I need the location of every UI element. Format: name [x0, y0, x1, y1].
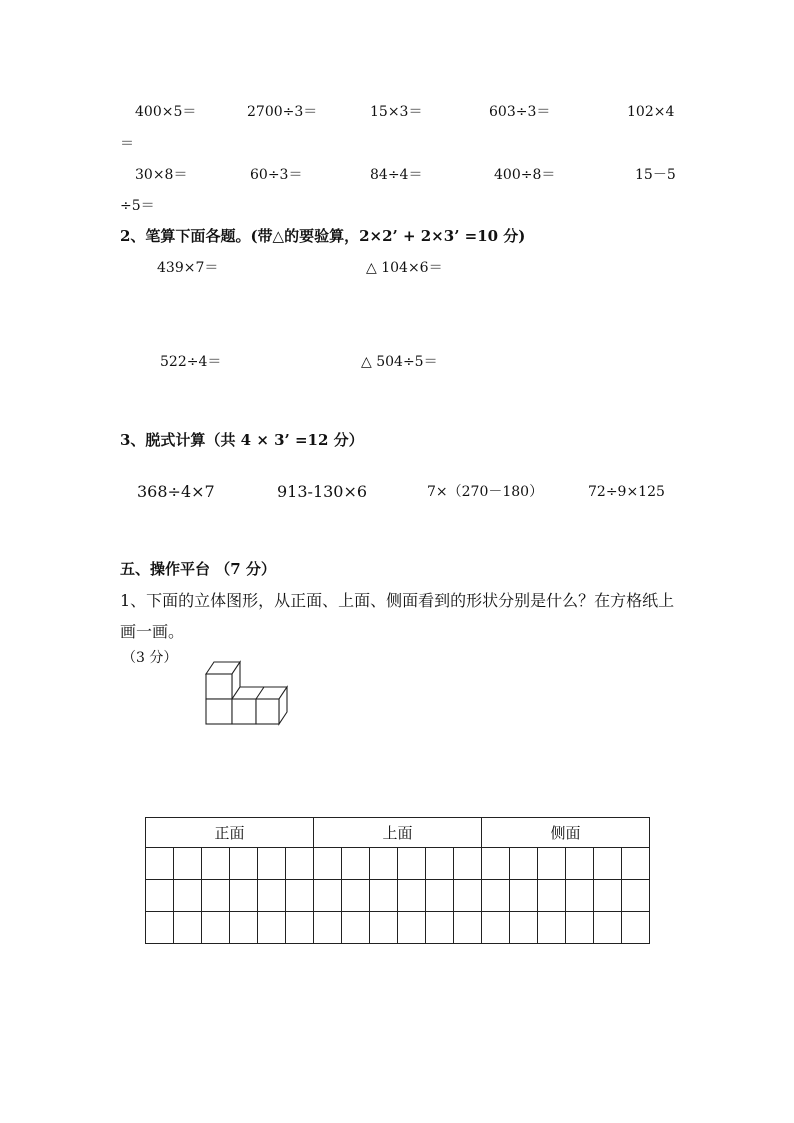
section2-title: 2、笔算下面各题。(带△的要验算，2×2’ + 2×3’ =10 分) — [120, 227, 526, 245]
step-calc-1: 368÷4×7 — [137, 482, 215, 501]
written-calc-4: △ 504÷5＝ — [361, 354, 438, 370]
oral-calc-10: 15－5 — [635, 167, 676, 183]
oral-calc-10-wrap: ÷5＝ — [120, 198, 155, 214]
written-calc-3: 522÷4＝ — [160, 354, 222, 370]
step-calc-4: 72÷9×125 — [588, 484, 665, 500]
section5-title: 五、操作平台 （7 分） — [120, 560, 276, 578]
grid-header-side: 侧面 — [482, 818, 650, 848]
grid-header-top: 上面 — [314, 818, 482, 848]
grid-header-front: 正面 — [146, 818, 314, 848]
oral-calc-3: 15×3＝ — [370, 104, 423, 120]
grid-row — [146, 880, 650, 912]
grid-paper — [145, 817, 650, 944]
section3-title: 3、脱式计算（共 4 × 3’ =12 分） — [120, 431, 364, 449]
step-calc-2: 913-130×6 — [277, 482, 368, 501]
oral-calc-9: 400÷8＝ — [494, 167, 556, 183]
oral-calc-6: 30×8＝ — [135, 167, 188, 183]
oral-calc-5-wrap: ＝ — [120, 136, 134, 152]
oral-calc-7: 60÷3＝ — [250, 167, 303, 183]
grid-row — [146, 912, 650, 944]
question1-points: （3 分） — [122, 650, 178, 666]
step-calc-3: 7×（270－180） — [427, 484, 544, 500]
oral-calc-8: 84÷4＝ — [370, 167, 423, 183]
oral-calc-4: 603÷3＝ — [489, 104, 551, 120]
written-calc-2: △ 104×6＝ — [366, 260, 443, 276]
question1-line2: 画一画。 — [120, 622, 185, 641]
written-calc-1: 439×7＝ — [157, 260, 219, 276]
oral-calc-2: 2700÷3＝ — [247, 104, 318, 120]
grid-row — [146, 848, 650, 880]
oral-calc-1: 400×5＝ — [135, 104, 197, 120]
oral-calc-5: 102×4 — [627, 104, 675, 120]
cube-figure — [203, 659, 293, 729]
question1-line1: 1、下面的立体图形，从正面、上面、侧面看到的形状分别是什么？在方格纸上 — [120, 591, 675, 610]
